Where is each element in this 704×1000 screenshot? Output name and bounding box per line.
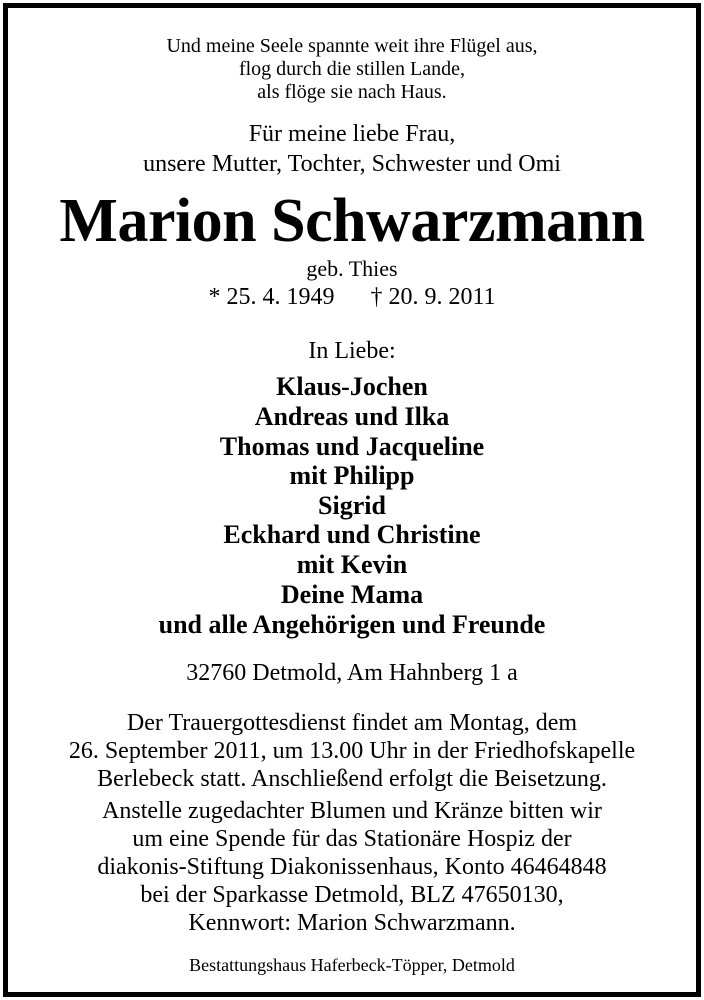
donation-line: Anstelle zugedachter Blumen und Kränze bitten wir xyxy=(102,798,602,824)
mourner-name: Thomas und Jacqueline xyxy=(219,432,485,461)
mourner-name: Deine Mama xyxy=(280,580,424,609)
death-date: † 20. 9. 2011 xyxy=(370,284,496,310)
donation-line: diakonis-Stiftung Diakonissenhaus, Konto 46464848 xyxy=(97,854,607,880)
donation-line: Kennwort: Marion Schwarzmann. xyxy=(188,910,516,936)
donation-line: um eine Spende für das Stationäre Hospiz der xyxy=(132,826,572,852)
mourner-name: und alle Angehörigen und Freunde xyxy=(158,610,546,639)
service-line: 26. September 2011, um 13.00 Uhr in der Friedhofskapelle xyxy=(68,738,636,764)
address: 32760 Detmold, Am Hahnberg 1 a xyxy=(186,660,518,686)
deceased-name: Marion Schwarzmann xyxy=(59,187,645,255)
mourner-name: Eckhard und Christine xyxy=(223,520,481,549)
verse-line: flog durch die stillen Lande, xyxy=(238,58,466,80)
mourner-name: Sigrid xyxy=(318,491,386,520)
mourner-name: Klaus-Jochen xyxy=(276,372,428,401)
dedication-line: Für meine liebe Frau, xyxy=(248,121,456,147)
mourner-name: mit Philipp xyxy=(289,461,415,490)
birth-name: geb. Thies xyxy=(306,256,398,281)
service-line: Berlebeck statt. Anschließend erfolgt die Beisetzung. xyxy=(97,766,607,792)
donation-line: bei der Sparkasse Detmold, BLZ 47650130, xyxy=(140,882,564,908)
in-love-label: In Liebe: xyxy=(308,338,396,364)
service-line: Der Trauergottesdienst findet am Montag, dem xyxy=(126,710,578,736)
dedication-line: unsere Mutter, Tochter, Schwester und Omi xyxy=(143,151,561,177)
birth-date: * 25. 4. 1949 xyxy=(208,284,335,310)
verse-line: als flöge sie nach Haus. xyxy=(257,81,447,103)
undertaker-credit: Bestattungshaus Haferbeck-Töpper, Detmold xyxy=(189,955,515,975)
mourner-name: Andreas und Ilka xyxy=(254,402,450,431)
verse-line: Und meine Seele spannte weit ihre Flügel aus, xyxy=(166,35,538,57)
mourner-name: mit Kevin xyxy=(296,550,408,579)
life-dates xyxy=(0,284,704,311)
